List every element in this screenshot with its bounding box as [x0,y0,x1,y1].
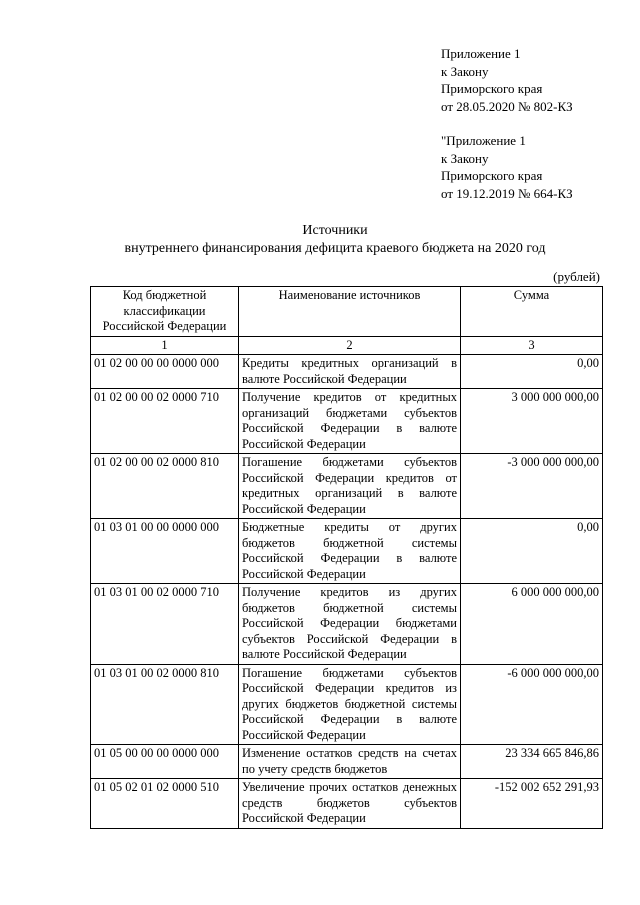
row-code: 01 03 01 00 02 0000 710 [91,584,239,665]
row-name: Получение кредитов из других бюджетов бюджетной системы Российской Федерации бюджетами субъектов Российской Федерации в валюте Российской Федерации [239,584,461,665]
row-name: Получение кредитов от кредитных организаций бюджетами субъектов Российской Федерации в валюте Российской Федерации [239,389,461,454]
row-sum: 6 000 000 000,00 [461,584,603,665]
row-sum: -3 000 000 000,00 [461,454,603,519]
financing-sources-table [90,286,603,829]
table-row [91,584,603,665]
table-row [91,664,603,745]
column-number: 3 [461,336,603,355]
row-code: 01 02 00 00 02 0000 710 [91,389,239,454]
column-number: 1 [91,336,239,355]
row-name: Бюджетные кредиты от других бюджетов бюджетной системы Российской Федерации в валюте Российской Федерации [239,519,461,584]
document-title: Источники [302,223,368,238]
units-label: (рублей) [553,269,600,284]
document-subtitle: внутреннего финансирования дефицита краевого бюджета на 2020 год [124,241,546,256]
table-row [91,779,603,829]
appendix-header-current [441,45,573,115]
appendix-line: от 28.05.2020 № 802-КЗ [441,98,573,114]
appendix-line: к Закону [441,150,489,166]
row-sum: 23 334 665 846,86 [461,745,603,779]
row-code: 01 02 00 00 00 0000 000 [91,355,239,389]
row-sum: 0,00 [461,355,603,389]
row-name: Изменение остатков средств на счетах по учету средств бюджетов [239,745,461,779]
appendix-line: "Приложение 1 [441,133,526,148]
appendix-line: к Закону [441,63,489,79]
row-code: 01 05 02 01 02 0000 510 [91,779,239,829]
row-code: 01 03 01 00 00 0000 000 [91,519,239,584]
row-name: Кредиты кредитных организаций в валюте Российской Федерации [239,355,461,389]
row-name: Увеличение прочих остатков денежных средств бюджетов субъектов Российской Федерации [239,779,461,829]
appendix-line: Приморского края [441,81,543,96]
header-code: Код бюджетной классификации Российской Федерации [91,287,239,337]
table-header-row [91,287,603,337]
row-sum: -152 002 652 291,93 [461,779,603,829]
header-sum: Сумма [461,287,603,337]
appendix-header-previous [441,132,573,202]
appendix-line: от 19.12.2019 № 664-КЗ [441,185,573,201]
table-row [91,389,603,454]
column-number: 2 [239,336,461,355]
column-number-row [91,336,603,355]
row-name: Погашение бюджетами субъектов Российской Федерации кредитов из других бюджетов бюджетной системы Российской Федерации в валюте Российской Федерации [239,664,461,745]
table-row [91,519,603,584]
row-sum: 3 000 000 000,00 [461,389,603,454]
row-sum: -6 000 000 000,00 [461,664,603,745]
row-name: Погашение бюджетами субъектов Российской Федерации кредитов от кредитных организаций в валюте Российской Федерации [239,454,461,519]
row-code: 01 05 00 00 00 0000 000 [91,745,239,779]
table-row [91,355,603,389]
row-sum: 0,00 [461,519,603,584]
header-name: Наименование источников [239,287,461,337]
row-code: 01 03 01 00 02 0000 810 [91,664,239,745]
table-row [91,454,603,519]
table-row [91,745,603,779]
appendix-line: Приложение 1 [441,46,521,61]
appendix-line: Приморского края [441,168,543,183]
row-code: 01 02 00 00 02 0000 810 [91,454,239,519]
